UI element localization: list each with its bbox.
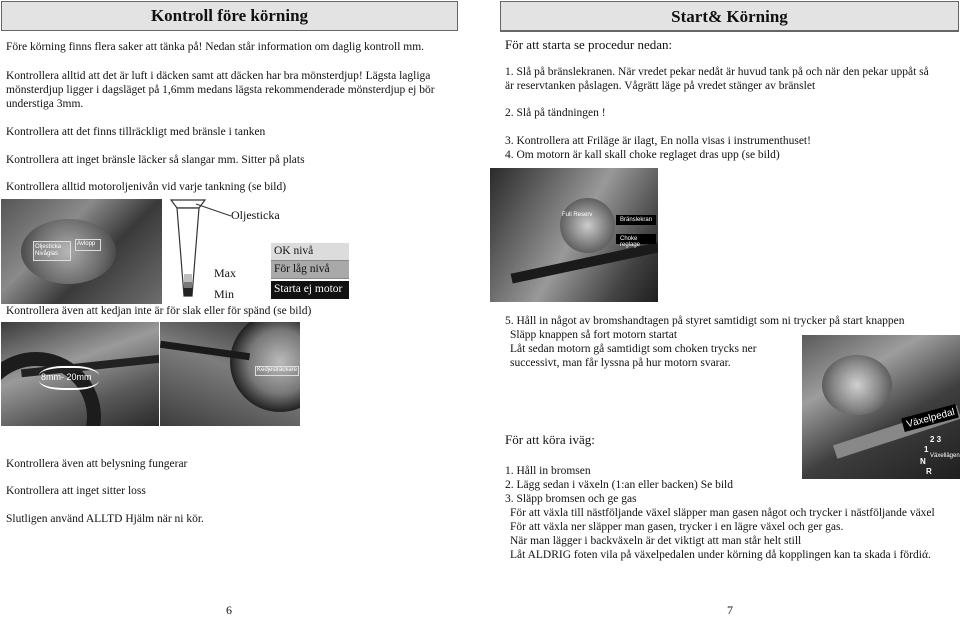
gear-1-label: 1 xyxy=(924,445,929,454)
tire-text-2: mönsterdjup ligger i dagsläget på 1,6mm medans lägsta rekommenderade mönsterdjup ej bör xyxy=(6,84,435,96)
fuel-leak-text: Kontrollera att inget bränsle läcker så slangar mm. Sitter på plats xyxy=(6,154,305,166)
right-page-title: Start& Körning xyxy=(500,1,959,31)
start-step-2: 2. Slå på tändningen ! xyxy=(505,107,606,119)
start-heading: För att starta se procedur nedan: xyxy=(505,37,673,52)
start-step-3: 3. Kontrollera att Friläge är ilagt, En nolla visas i instrumenthuset! xyxy=(505,135,811,147)
drive-step-3: 3. Släpp bromsen och ge gas xyxy=(505,493,637,505)
engine-oil-photo xyxy=(1,199,162,304)
chain-photo-left xyxy=(1,322,159,426)
gear-r-label: R xyxy=(926,467,932,476)
chain-check-text: Kontrollera även att kedjan inte är för slak eller för spänd (se bild) xyxy=(6,305,312,317)
loose-text: Kontrollera att inget sitter loss xyxy=(6,485,146,497)
photo-label-dipstick: Oljesticka xyxy=(35,244,62,250)
drive-tip-2: För att växla ner släpper man gasen, trycker i en lägre växel och ger gas. xyxy=(510,521,844,533)
fuel-tap-label: Bränslekran xyxy=(620,217,653,223)
right-title-underline xyxy=(500,31,959,32)
photo-label-sightglass: Nivåglas xyxy=(35,251,59,257)
oil-check-text: Kontrollera alltid motoroljenivån vid varje tankning (se bild) xyxy=(6,181,287,193)
left-intro: Före körning finns flera saker att tänka på! Nedan står information om daglig kontroll mm. xyxy=(6,41,425,53)
lights-text: Kontrollera även att belysning fungerar xyxy=(6,458,188,470)
fuel-choke-photo xyxy=(490,168,658,302)
start-step-5d: successivt, man får lyssna på hur motorn svarar. xyxy=(510,357,731,369)
level-ok-box: OK nivå xyxy=(271,243,349,261)
tire-text-1: Kontrollera alltid att det är luft i däcken samt att däcken har bra mönsterdjup! Lägsta lagliga xyxy=(6,70,431,82)
start-step-5: 5. Håll in något av bromshandtagen på styret samtidigt som ni trycker på start knappen xyxy=(505,315,905,327)
min-label: Min xyxy=(214,287,235,301)
start-step-4: 4. Om motorn är kall skall choke reglaget dras upp (se bild) xyxy=(505,149,780,161)
max-label: Max xyxy=(214,266,236,280)
drive-tip-4: Låt ALDRIG foten vila på växelpedalen under körning då kopplingen kan ta skada i fördiά. xyxy=(510,549,931,561)
page-number-left: 6 xyxy=(226,603,232,617)
gear-n-label: N xyxy=(920,457,926,466)
start-step-5b: Släpp knappen så fort motorn startat xyxy=(510,329,678,341)
tire-text-3: understiga 3mm. xyxy=(6,98,84,110)
level-low-box: För låg nivå xyxy=(271,261,349,279)
left-page-title: Kontroll före körning xyxy=(1,1,458,31)
dipstick-leader-line xyxy=(195,203,235,219)
drive-tip-3: När man lägger i backväxeln är det viktigt att man står helt still xyxy=(510,535,802,547)
gear-positions-label: Växellägen xyxy=(930,453,960,459)
fuel-enough-text: Kontrollera att det finns tillräckligt med bränsle i tanken xyxy=(6,126,266,138)
drive-tip-1: För att växla till nästföljande växel släpper man gasen något och trycker i nästföljande växel xyxy=(510,507,935,519)
gear-23-label: 2 3 xyxy=(930,435,942,444)
page-number-right: 7 xyxy=(727,603,733,617)
chain-slack-label: 8mm- 20mm xyxy=(41,372,92,382)
photo-label-drain: Avlopp xyxy=(77,241,96,247)
choke-label: Choke reglage xyxy=(620,236,641,248)
dipstick-label: Oljesticka xyxy=(231,208,280,222)
start-step-1: 1. Slå på bränslekranen. När vredet pekar nedåt är huvud tank på och när den pekar uppåt så xyxy=(505,66,929,78)
chain-photo-right xyxy=(160,322,300,426)
drive-step-2: 2. Lägg sedan i växeln (1:an eller backen) Se bild xyxy=(505,479,734,491)
fuel-tap-full-reserve-label: Full Reserv xyxy=(562,212,593,218)
start-step-5c: Låt sedan motorn gå samtidigt som choken trycks ner xyxy=(510,343,757,355)
start-step-1b: är reservtanken påslagen. Vågrätt läge på vredet stänger av bränslet xyxy=(505,80,816,92)
gear-pedal-label: Växelpedal xyxy=(905,406,957,431)
drive-step-1: 1. Håll in bromsen xyxy=(505,465,591,477)
chain-adjuster-label: Kedjesträckare xyxy=(257,367,298,373)
level-stop-box: Starta ej motor xyxy=(271,281,349,299)
helmet-text: Slutligen använd ALLTD Hjälm när ni kör. xyxy=(6,513,204,525)
drive-heading: För att köra iväg: xyxy=(505,432,595,447)
gear-pedal-photo xyxy=(802,335,960,479)
